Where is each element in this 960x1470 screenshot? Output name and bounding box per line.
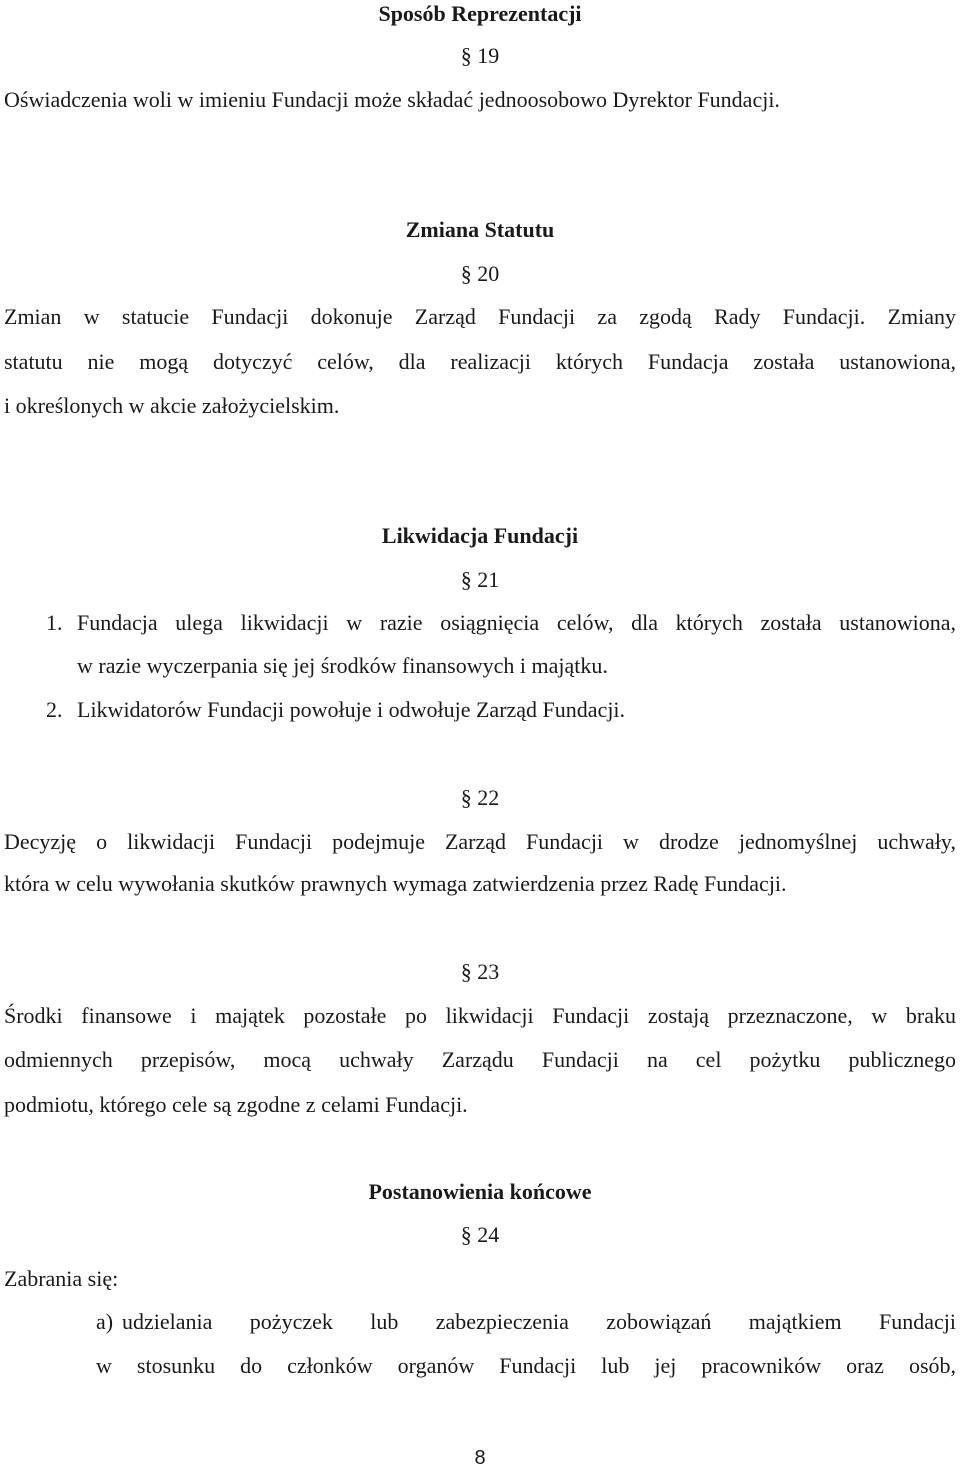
line-text: Zmian w statucie Fundacji dokonuje Zarząd Fundacji za zgodą Rady Fundacji. Zmiany xyxy=(4,304,956,329)
paragraph-text-line xyxy=(4,1046,956,1074)
paragraph-text-line: która w celu wywołania skutków prawnych wymaga zatwierdzenia przez Radę Fundacji. xyxy=(4,871,787,896)
paragraph-text-line: i określonych w akcie założycielskim. xyxy=(4,393,340,418)
paragraph-sign-23: § 23 xyxy=(460,959,500,984)
line-text: Fundacja ulega likwidacji w razie osiągnięcia celów, dla których została ustanowiona, xyxy=(77,610,956,635)
list-item-text-line xyxy=(96,1352,956,1380)
paragraph-sign-20: § 20 xyxy=(460,261,500,286)
section-heading-liquidation: Likwidacja Fundacji xyxy=(381,523,579,548)
section-heading-final-provisions: Postanowienia końcowe xyxy=(368,1179,592,1204)
section-heading-statute-change: Zmiana Statutu xyxy=(405,217,555,242)
page-number: 8 xyxy=(474,1447,486,1469)
paragraph-text-line xyxy=(4,348,956,376)
paragraph-text-line: podmiotu, którego cele są zgodne z celami Fundacji. xyxy=(4,1092,468,1117)
paragraph-text-line: Zabrania się: xyxy=(4,1266,119,1291)
paragraph-sign-22: § 22 xyxy=(460,785,500,810)
list-item-text-line xyxy=(77,609,956,637)
line-text: w stosunku do członków organów Fundacji lub jej pracowników oraz osób, xyxy=(96,1353,956,1378)
list-item-number: 2. xyxy=(46,697,63,722)
line-text: udzielania pożyczek lub zabezpieczenia zobowiązań majątkiem Fundacji xyxy=(122,1309,956,1334)
section-heading-representation: Sposób Reprezentacji xyxy=(378,1,582,26)
paragraph-text-line: Oświadczenia woli w imieniu Fundacji może składać jednoosobowo Dyrektor Fundacji. xyxy=(4,87,780,112)
list-item-text-line: w razie wyczerpania się jej środków finansowych i majątku. xyxy=(77,653,608,678)
paragraph-text-line xyxy=(4,1002,956,1030)
line-text: Środki finansowe i majątek pozostałe po likwidacji Fundacji zostają przeznaczone, w braku xyxy=(4,1003,956,1028)
paragraph-sign-21: § 21 xyxy=(460,567,500,592)
list-item-label: a) xyxy=(96,1309,114,1334)
list-item-text-line: Likwidatorów Fundacji powołuje i odwołuje Zarząd Fundacji. xyxy=(77,697,626,722)
list-item-text-line xyxy=(122,1308,956,1336)
paragraph-text-line xyxy=(4,303,956,331)
line-text: odmiennych przepisów, mocą uchwały Zarządu Fundacji na cel pożytku publicznego xyxy=(4,1047,956,1072)
line-text: Decyzję o likwidacji Fundacji podejmuje Zarząd Fundacji w drodze jednomyślnej uchwały, xyxy=(4,829,956,854)
line-text: statutu nie mogą dotyczyć celów, dla realizacji których Fundacja została ustanowiona, xyxy=(4,349,956,374)
list-item-number: 1. xyxy=(46,610,63,635)
paragraph-sign-24: § 24 xyxy=(460,1222,500,1247)
paragraph-sign-19: § 19 xyxy=(460,43,500,68)
paragraph-text-line xyxy=(4,828,956,856)
